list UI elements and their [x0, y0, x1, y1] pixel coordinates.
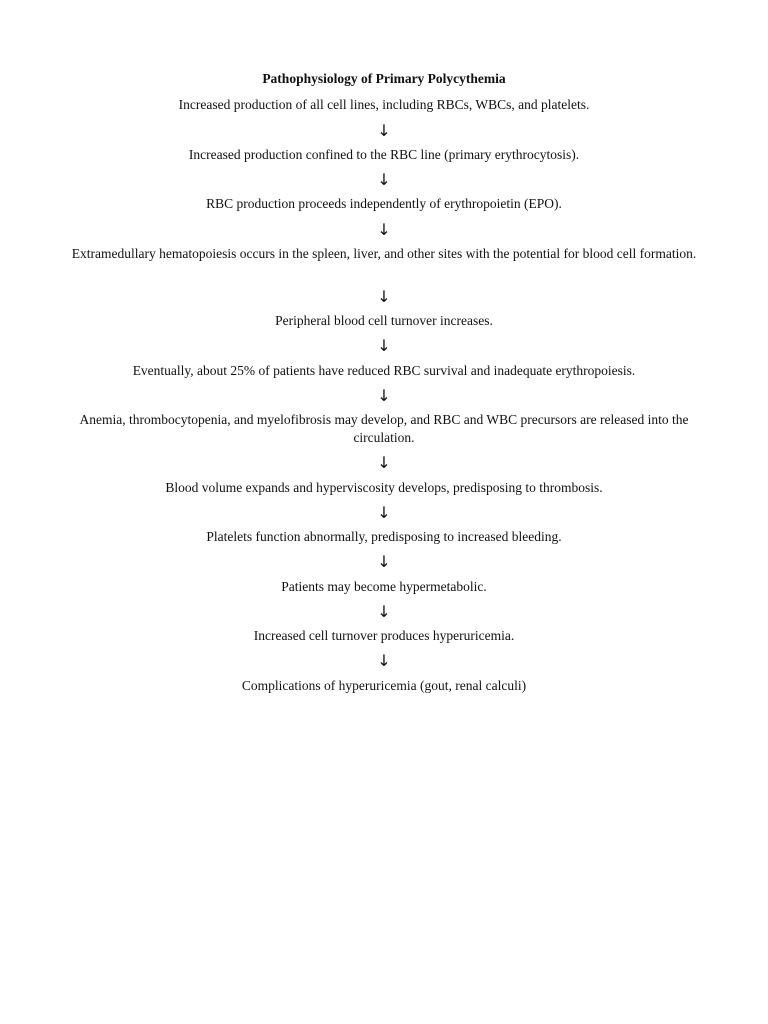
- down-arrow-icon: ↓: [377, 651, 391, 670]
- down-arrow-icon: ↓: [377, 386, 391, 405]
- flow-step-1: Increased production of all cell lines, including RBCs, WBCs, and platelets.: [178, 97, 590, 112]
- flow-step-9: Platelets function abnormally, predisposing to increased bleeding.: [206, 529, 562, 544]
- flow-step-6: Eventually, about 25% of patients have reduced RBC survival and inadequate erythropoiesis.: [132, 363, 636, 378]
- down-arrow-icon: ↓: [377, 336, 391, 355]
- down-arrow-icon: ↓: [377, 602, 391, 621]
- down-arrow-icon: ↓: [377, 552, 391, 571]
- down-arrow-icon: ↓: [377, 503, 391, 522]
- down-arrow-icon: ↓: [377, 453, 391, 472]
- flow-step-10: Patients may become hypermetabolic.: [281, 579, 487, 594]
- flow-step-11: Increased cell turnover produces hyperuricemia.: [253, 628, 515, 643]
- down-arrow-icon: ↓: [377, 220, 391, 239]
- page-title: Pathophysiology of Primary Polycythemia: [262, 71, 506, 86]
- down-arrow-icon: ↓: [377, 170, 391, 189]
- flow-step-8: Blood volume expands and hyperviscosity develops, predisposing to thrombosis.: [165, 480, 603, 495]
- flow-step-5: Peripheral blood cell turnover increases.: [275, 313, 493, 328]
- down-arrow-icon: ↓: [377, 287, 391, 306]
- down-arrow-icon: ↓: [377, 121, 391, 140]
- flow-step-4: Extramedullary hematopoiesis occurs in the spleen, liver, and other sites with the potential for blood cell formation.: [71, 246, 697, 261]
- flow-step-2: Increased production confined to the RBC line (primary erythrocytosis).: [188, 147, 580, 162]
- flow-step-3: RBC production proceeds independently of erythropoietin (EPO).: [206, 196, 562, 211]
- flow-step-7: Anemia, thrombocytopenia, and myelofibrosis may develop, and RBC and WBC precursors are released into the circulation.: [79, 412, 689, 445]
- flow-step-12: Complications of hyperuricemia (gout, renal calculi): [241, 678, 527, 693]
